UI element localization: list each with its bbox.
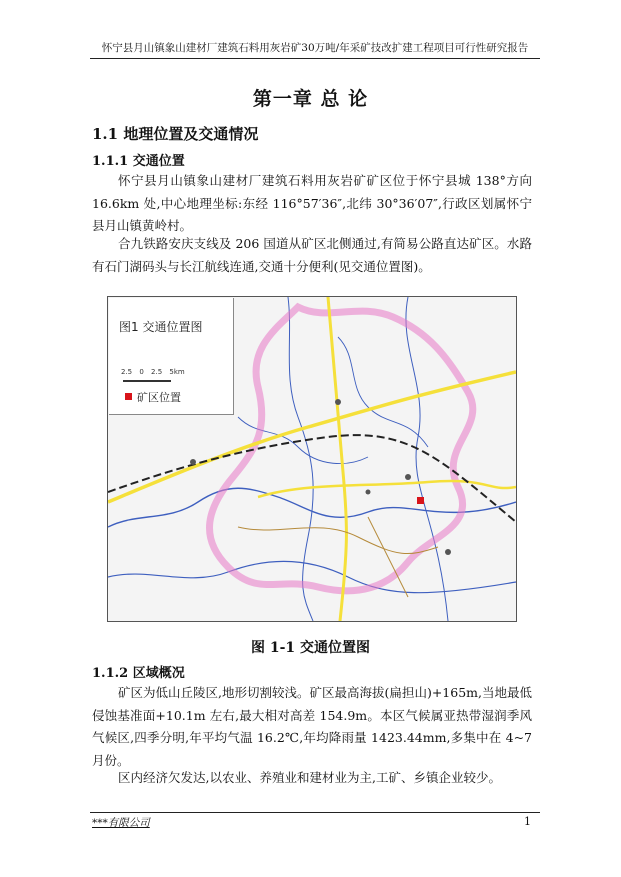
mine-location-marker-icon	[125, 393, 132, 400]
region-overview-paragraph: 矿区为低山丘陵区,地形切割较浅。矿区最高海拔(扁担山)+165m,当地最低侵蚀基准面+10.1m 左右,最大相对高差 154.9m。本区气候属亚热带湿润季风气候区,四季分明,年平均气温 16.2℃,年均降雨量 1423.44mm,多集中在 4~7 月份。	[92, 685, 532, 768]
section-1-1-2-heading: 1.1.2 区域概况	[92, 666, 185, 681]
mine-location-label: 矿区位置	[137, 391, 181, 404]
economy-paragraph: 区内经济欠发达,以农业、养殖业和建材业为主,工矿、乡镇企业较少。	[118, 770, 501, 785]
footer-divider	[90, 812, 540, 813]
footer-company: ***有限公司	[92, 817, 150, 829]
transport-paragraph: 合九铁路安庆支线及 206 国道从矿区北侧通过,有简易公路直达矿区。水路有石门湖码头与长江航线连通,交通十分便利(见交通位置图)。	[92, 236, 532, 274]
section-1-1-1-heading: 1.1.1 交通位置	[92, 154, 185, 169]
traffic-location-map	[107, 296, 517, 622]
page-header: 怀宁县月山镇象山建材厂建筑石料用灰岩矿30万吨/年采矿技改扩建工程项目可行性研究报告	[101, 42, 529, 54]
figure-caption: 图 1-1 交通位置图	[250, 640, 371, 656]
map-legend	[109, 298, 234, 415]
location-paragraph: 怀宁县月山镇象山建材厂建筑石料用灰岩矿矿区位于怀宁县城 138°方向16.6km 处,中心地理坐标:东经 116°57′36″,北纬 30°36′07″,行政区划属怀宁县月山镇黄岭村。	[92, 173, 532, 233]
map-scale-bar	[123, 380, 171, 382]
page-number: 1	[524, 815, 531, 828]
map-legend-title: 图1 交通位置图	[119, 320, 203, 334]
chapter-title: 第一章 总 论	[252, 88, 369, 110]
map-scale-label: 2.5 0 2.5 5km	[121, 368, 185, 376]
section-1-1-heading: 1.1 地理位置及交通情况	[92, 125, 259, 143]
header-divider	[90, 58, 540, 59]
